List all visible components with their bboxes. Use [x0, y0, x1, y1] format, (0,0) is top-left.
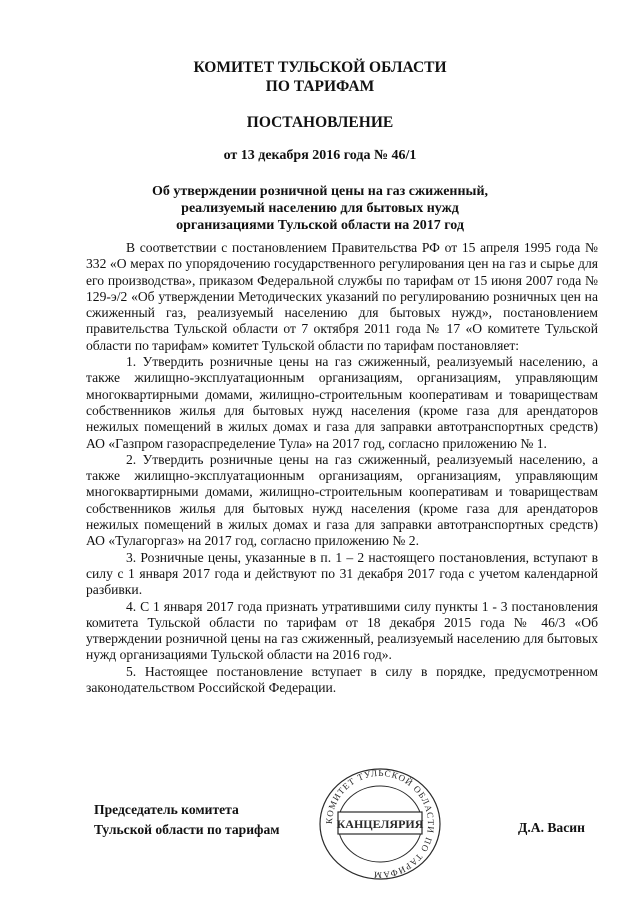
org-line-2: ПО ТАРИФАМ: [265, 78, 375, 95]
item-5-paragraph: 5. Настоящее постановление вступает в силу в порядке, предусмотренном законодательством Российской Федерации.: [86, 663, 598, 696]
document-body: [86, 240, 598, 696]
document-type: ПОСТАНОВЛЕНИЕ: [246, 114, 394, 131]
stamp-ring-text: КОМИТЕТ ТУЛЬСКОЙ ОБЛАСТИ ПО ТАРИФАМ: [323, 767, 437, 881]
organization-name: [0, 58, 640, 96]
signatory-title-line-2: Тульской области по тарифам: [94, 822, 280, 837]
preamble-paragraph: В соответствии с постановлением Правительства РФ от 15 апреля 1995 года № 332 «О мерах по упорядочению государственного регулирования цен на газ и сырье для его производства», приказом Федеральной службы по тарифам от 15 июня 2007 года № 129-э/2 «Об утверждении Методических указаний по регулированию розничных цен на сжиженный газ, реализуемый населению для бытовых нужд», постановлением правительства Тульской области от 7 октября 2011 года № 17 «О комитете Тульской области по тарифам» комитет Тульской области по тарифам постановляет:: [86, 240, 598, 353]
document-date-number: от 13 декабря 2016 года № 46/1: [223, 148, 417, 163]
subject-line-1: Об утверждении розничной цены на газ сжиженный,: [151, 184, 489, 199]
signatory-title-line-1: Председатель комитета: [94, 802, 239, 817]
office-stamp: [314, 764, 446, 884]
subject-line-3: организациями Тульской области на 2017 год: [176, 218, 464, 233]
signatory-name: Д.А. Васин: [518, 820, 585, 835]
signatory-title: [94, 800, 280, 840]
stamp-center-text: КАНЦЕЛЯРИЯ: [336, 817, 424, 831]
subject-line-2: реализуемый населению для бытовых нужд: [181, 201, 459, 216]
document-subject: [0, 183, 640, 234]
org-line-1: КОМИТЕТ ТУЛЬСКОЙ ОБЛАСТИ: [193, 59, 447, 76]
item-2-paragraph: 2. Утвердить розничные цены на газ сжиженный, реализуемый населению, а также жилищно-эксплуатационным организациям, организациям, управляющим многоквартирными домами, жилищно-строительным кооперативам и товариществам собственников жилья для бытовых нужд населения (кроме газа для арендаторов нежилых помещений в жилых домах и газа для заправки автотранспортных средств) АО «Тулагоргаз» на 2017 год, согласно приложению № 2.: [86, 451, 598, 549]
item-1-paragraph: 1. Утвердить розничные цены на газ сжиженный, реализуемый населению, а также жилищно-эксплуатационным организациям, организациям, управляющим многоквартирными домами, жилищно-строительным кооперативам и товариществам собственников жилья для бытовых нужд населения (кроме газа для арендаторов нежилых помещений в жилых домах и газа для заправки автотранспортных средств) АО «Газпром газораспределение Тула» на 2017 год, согласно приложению № 1.: [86, 354, 598, 451]
item-3-paragraph: 3. Розничные цены, указанные в п. 1 – 2 настоящего постановления, вступают в силу с 1 января 2017 года и действуют по 31 декабря 2017 года с учетом календарной разбивки.: [86, 549, 598, 598]
item-4-paragraph: 4. С 1 января 2017 года признать утратившими силу пункты 1 - 3 постановления комитета Тульской области по тарифам от 18 декабря 2015 года № 46/3 «Об утверждении розничной цены на газ сжиженный, реализуемый населению для бытовых нужд организациями Тульской области на 2016 год».: [86, 598, 598, 663]
